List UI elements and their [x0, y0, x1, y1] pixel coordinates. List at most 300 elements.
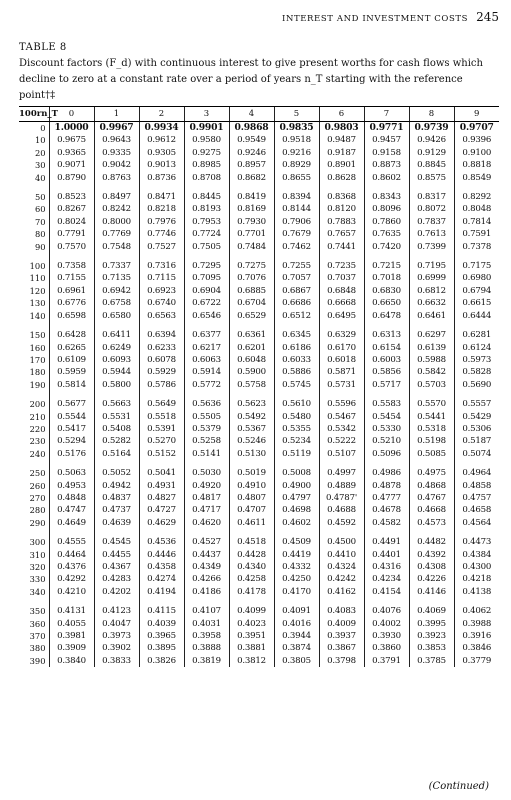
- table-cell: 0.4358: [139, 561, 184, 573]
- table-cell: 0.4376: [49, 561, 94, 573]
- running-head: [282, 10, 499, 24]
- table-cell: 0.7906: [274, 216, 319, 228]
- table-cell: 0.6018: [319, 354, 364, 366]
- table-cell: 0.5041: [139, 467, 184, 479]
- table-cell: 0.6124: [454, 342, 499, 354]
- table-cell: 0.4910: [229, 480, 274, 492]
- running-title: INTEREST AND INVESTMENT COSTS: [281, 14, 469, 24]
- table-cell: 0.4002: [364, 618, 409, 630]
- table-row: [19, 134, 499, 146]
- table-cell: 0.6109: [49, 354, 94, 366]
- table-cell: 0.4115: [139, 605, 184, 617]
- spacer-cell: [49, 391, 94, 398]
- table-row: [19, 536, 499, 548]
- table-row: [19, 272, 499, 284]
- table-cell: 0.5544: [49, 411, 94, 423]
- table-cell: 0.8120: [319, 203, 364, 215]
- spacer-cell: [184, 253, 229, 260]
- table-cell: 0.4083: [319, 605, 364, 617]
- table-cell: 0.5492: [229, 411, 274, 423]
- table-number: TABLE 8: [19, 42, 67, 53]
- table-cell: 0.8048: [454, 203, 499, 215]
- table-cell: 0.4837: [94, 492, 139, 504]
- column-header: 5: [274, 107, 319, 122]
- table-cell: 0.7316: [139, 260, 184, 272]
- spacer-cell: [19, 322, 49, 329]
- table-cell: 0.7175: [454, 260, 499, 272]
- table-cell: 0.6154: [364, 342, 409, 354]
- table-cell: 0.7527: [139, 241, 184, 253]
- table-cell: 0.3981: [49, 630, 94, 642]
- spacer-cell: [319, 322, 364, 329]
- table-cell: 0.6580: [94, 310, 139, 322]
- table-cell: 0.6961: [49, 285, 94, 297]
- table-cell: 0.7295: [184, 260, 229, 272]
- table-cell: 0.4154: [364, 586, 409, 598]
- table-cell: 0.4889: [319, 480, 364, 492]
- table-cell: 0.5842: [409, 366, 454, 378]
- table-cell: 0.6063: [184, 354, 229, 366]
- spacer-cell: [94, 253, 139, 260]
- spacer-cell: [19, 598, 49, 605]
- table-cell: 0.3909: [49, 642, 94, 654]
- table-cell: 0.8343: [364, 191, 409, 203]
- table-cell: 0.6233: [139, 342, 184, 354]
- table-row: [19, 561, 499, 573]
- group-spacer: [19, 322, 499, 329]
- table-cell: 0.4727: [139, 504, 184, 516]
- spacer-cell: [49, 322, 94, 329]
- row-label: 220: [29, 423, 46, 434]
- table-cell: 0.3805: [274, 655, 319, 667]
- row-label: 30: [34, 160, 46, 171]
- spacer-cell: [139, 598, 184, 605]
- table-cell: 0.8818: [454, 159, 499, 171]
- table-cell: 0.4123: [94, 605, 139, 617]
- table-cell: 0.4446: [139, 549, 184, 561]
- spacer-cell: [274, 529, 319, 536]
- table-cell: 0.6281: [454, 329, 499, 341]
- table-cell: 0.6297: [409, 329, 454, 341]
- table-cell: 0.5052: [94, 467, 139, 479]
- spacer-cell: [454, 529, 499, 536]
- table-cell: 0.5222: [319, 435, 364, 447]
- row-label: 360: [29, 618, 46, 629]
- table-cell: 0.4817: [184, 492, 229, 504]
- table-cell: 0.5772: [184, 379, 229, 391]
- table-cell: 0.6361: [229, 329, 274, 341]
- row-label: 100: [29, 261, 46, 272]
- spacer-cell: [454, 460, 499, 467]
- table-cell: 0.5663: [94, 398, 139, 410]
- row-label: 210: [29, 411, 46, 422]
- row-label: 150: [29, 330, 46, 341]
- table-cell: 0.4250: [274, 573, 319, 585]
- table-cell: 0.5731: [319, 379, 364, 391]
- table-cell: 0.8419: [229, 191, 274, 203]
- table-cell: 0.5417: [49, 423, 94, 435]
- table-cell: 0.6812: [409, 285, 454, 297]
- table-cell: 0.4639: [94, 517, 139, 529]
- spacer-cell: [49, 598, 94, 605]
- table-cell: 0.4964: [454, 467, 499, 479]
- row-label: 80: [34, 229, 46, 240]
- table-cell: 0.4707: [229, 504, 274, 516]
- table-cell: 0.8292: [454, 191, 499, 203]
- table-cell: 0.6139: [409, 342, 454, 354]
- row-label: 340: [29, 586, 46, 597]
- table-row: [19, 297, 499, 309]
- table-cell: 0.7235: [319, 260, 364, 272]
- table-cell: 0.7399: [409, 241, 454, 253]
- table-caption: [19, 40, 499, 104]
- table-cell: 0.5649: [139, 398, 184, 410]
- table-row: [19, 203, 499, 215]
- spacer-cell: [409, 460, 454, 467]
- spacer-cell: [19, 253, 49, 260]
- table-cell: 0.5074: [454, 448, 499, 460]
- table-cell: 0.8000: [94, 216, 139, 228]
- table-row: [19, 285, 499, 297]
- table-row: [19, 147, 499, 159]
- table-cell: 0.6923: [139, 285, 184, 297]
- table-cell: 0.4419: [274, 549, 319, 561]
- row-label: 40: [34, 172, 46, 183]
- spacer-cell: [139, 529, 184, 536]
- table-cell: 0.4807: [229, 492, 274, 504]
- row-label: 280: [29, 505, 46, 516]
- table-cell: 0.8024: [49, 216, 94, 228]
- table-cell: 0.5379: [184, 423, 229, 435]
- table-cell: 0.4620: [184, 517, 229, 529]
- table-cell: 0.4757: [454, 492, 499, 504]
- table-cell: 0.9675: [49, 134, 94, 146]
- table-cell: 0.4258: [229, 573, 274, 585]
- table-cell: 0.6668: [319, 297, 364, 309]
- table-row: [19, 549, 499, 561]
- table-cell: 0.4868: [409, 480, 454, 492]
- table-cell: 0.7657: [319, 228, 364, 240]
- table-cell: 0.5900: [229, 366, 274, 378]
- table-cell: 0.4039: [139, 618, 184, 630]
- row-label: 300: [29, 537, 46, 548]
- table-cell: 0.5929: [139, 366, 184, 378]
- spacer-cell: [274, 322, 319, 329]
- table-cell: 0.7420: [364, 241, 409, 253]
- table-row: [19, 467, 499, 479]
- table-cell: 0.5234: [274, 435, 319, 447]
- table-cell: 0.5030: [184, 467, 229, 479]
- table-cell: 0.5454: [364, 411, 409, 423]
- table-cell: 0.8445: [184, 191, 229, 203]
- column-header: 4: [229, 107, 274, 122]
- table-row: [19, 517, 499, 529]
- table-cell: 0.5636: [184, 398, 229, 410]
- table-cell: 0.4016: [274, 618, 319, 630]
- table-row: [19, 448, 499, 460]
- table-cell: 0.4931: [139, 480, 184, 492]
- table-row: [19, 618, 499, 630]
- spacer-cell: [94, 184, 139, 191]
- table-cell: 0.7441: [319, 241, 364, 253]
- table-cell: 0.7769: [94, 228, 139, 240]
- table-cell: 0.9246: [229, 147, 274, 159]
- table-cell: 0.4518: [229, 536, 274, 548]
- table-cell: 0.6329: [319, 329, 364, 341]
- spacer-cell: [184, 322, 229, 329]
- spacer-cell: [409, 253, 454, 260]
- table-cell: 0.5570: [409, 398, 454, 410]
- table-cell: 0.7613: [409, 228, 454, 240]
- table-cell: 0.6650: [364, 297, 409, 309]
- table-row: [19, 379, 499, 391]
- table-cell: 0.5270: [139, 435, 184, 447]
- column-header: 3: [184, 107, 229, 122]
- spacer-cell: [364, 184, 409, 191]
- table-row: [19, 423, 499, 435]
- table-cell: 0.7679: [274, 228, 319, 240]
- table-cell: 0.5717: [364, 379, 409, 391]
- table-cell: 0.9013: [139, 159, 184, 171]
- table-cell: 0.6830: [364, 285, 409, 297]
- table-cell: 0.4536: [139, 536, 184, 548]
- table-cell: 0.9934: [139, 122, 184, 135]
- table-cell: 0.4717: [184, 504, 229, 516]
- table-cell: 0.6217: [184, 342, 229, 354]
- continued-note: (Continued): [428, 781, 489, 792]
- column-header-row: [19, 107, 499, 122]
- table-cell: 0.4787': [319, 492, 364, 504]
- table-cell: 0.4920: [184, 480, 229, 492]
- table-cell: 0.4668: [409, 504, 454, 516]
- table-body: [19, 122, 499, 668]
- group-spacer: [19, 184, 499, 191]
- table-cell: 0.8471: [139, 191, 184, 203]
- table-cell: 0.5429: [454, 411, 499, 423]
- spacer-cell: [319, 184, 364, 191]
- row-label: 20: [34, 147, 46, 158]
- table-cell: 0.8317: [409, 191, 454, 203]
- column-header: 9: [454, 107, 499, 122]
- table-cell: 0.7746: [139, 228, 184, 240]
- table-cell: 0.3930: [364, 630, 409, 642]
- spacer-cell: [409, 598, 454, 605]
- table-cell: 0.5164: [94, 448, 139, 460]
- table-cell: 0.4308: [409, 561, 454, 573]
- table-cell: 0.9868: [229, 122, 274, 135]
- table-row: [19, 159, 499, 171]
- table-cell: 0.4592: [319, 517, 364, 529]
- table-cell: 0.7570: [49, 241, 94, 253]
- table-cell: 0.4107: [184, 605, 229, 617]
- spacer-cell: [274, 184, 319, 191]
- table-cell: 0.7115: [139, 272, 184, 284]
- table-cell: 0.3951: [229, 630, 274, 642]
- table-cell: 0.4491: [364, 536, 409, 548]
- row-header-label: 100rn_T: [19, 107, 49, 122]
- table-cell: 0.5856: [364, 366, 409, 378]
- table-cell: 0.7548: [94, 241, 139, 253]
- table-cell: 0.8096: [364, 203, 409, 215]
- table-row: [19, 398, 499, 410]
- spacer-cell: [319, 460, 364, 467]
- table-cell: 0.8985: [184, 159, 229, 171]
- spacer-cell: [364, 322, 409, 329]
- table-cell: 0.4055: [49, 618, 94, 630]
- table-cell: 0.5130: [229, 448, 274, 460]
- table-cell: 0.4658: [454, 504, 499, 516]
- table-cell: 0.4942: [94, 480, 139, 492]
- table-cell: 0.4827: [139, 492, 184, 504]
- table-cell: 0.5505: [184, 411, 229, 423]
- spacer-cell: [229, 460, 274, 467]
- table-cell: 0.6078: [139, 354, 184, 366]
- spacer-cell: [229, 253, 274, 260]
- table-cell: 0.5176: [49, 448, 94, 460]
- table-cell: 0.4797: [274, 492, 319, 504]
- column-header: 6: [319, 107, 364, 122]
- spacer-cell: [364, 598, 409, 605]
- table-cell: 0.6686: [274, 297, 319, 309]
- table-cell: 0.4131: [49, 605, 94, 617]
- row-label: 90: [34, 241, 46, 252]
- table-cell: 0.5063: [49, 467, 94, 479]
- spacer-cell: [49, 529, 94, 536]
- table-cell: 0.8790: [49, 172, 94, 184]
- table-cell: 0.5008: [274, 467, 319, 479]
- row-label: 0: [40, 123, 46, 133]
- table-row: [19, 241, 499, 253]
- table-cell: 0.8602: [364, 172, 409, 184]
- table-cell: 0.7791: [49, 228, 94, 240]
- table-cell: 0.6478: [364, 310, 409, 322]
- table-cell: 0.9158: [364, 147, 409, 159]
- table-cell: 0.4031: [184, 618, 229, 630]
- table-cell: 0.4210: [49, 586, 94, 598]
- table-cell: 0.5246: [229, 435, 274, 447]
- spacer-cell: [19, 391, 49, 398]
- table-cell: 0.3958: [184, 630, 229, 642]
- table-cell: 0.6411: [94, 329, 139, 341]
- table-cell: 0.4170: [274, 586, 319, 598]
- table-cell: 0.4953: [49, 480, 94, 492]
- table-cell: 0.6615: [454, 297, 499, 309]
- row-label: 270: [29, 492, 46, 503]
- column-header: 0: [49, 107, 94, 122]
- table-cell: 0.4300: [454, 561, 499, 573]
- table-cell: 0.4316: [364, 561, 409, 573]
- row-label: 260: [29, 480, 46, 491]
- table-cell: 0.5745: [274, 379, 319, 391]
- spacer-cell: [274, 253, 319, 260]
- table-cell: 0.3785: [409, 655, 454, 667]
- table-cell: 0.5258: [184, 435, 229, 447]
- table-cell: 0.5557: [454, 398, 499, 410]
- table-cell: 0.7275: [229, 260, 274, 272]
- table-cell: 0.7883: [319, 216, 364, 228]
- spacer-cell: [454, 322, 499, 329]
- column-header: 1: [94, 107, 139, 122]
- table-cell: 0.7635: [364, 228, 409, 240]
- spacer-cell: [229, 598, 274, 605]
- row-label: 200: [29, 399, 46, 410]
- table-row: [19, 411, 499, 423]
- table-row: [19, 122, 499, 135]
- table-cell: 0.4997: [319, 467, 364, 479]
- table-cell: 0.4349: [184, 561, 229, 573]
- table-cell: 0.9042: [94, 159, 139, 171]
- table-cell: 0.3988: [454, 618, 499, 630]
- table-cell: 0.6170: [319, 342, 364, 354]
- table-row: [19, 191, 499, 203]
- table-cell: 0.6546: [184, 310, 229, 322]
- row-label: 390: [29, 655, 46, 666]
- column-header: 7: [364, 107, 409, 122]
- table-row: [19, 630, 499, 642]
- table-cell: 0.8267: [49, 203, 94, 215]
- table-cell: 0.8072: [409, 203, 454, 215]
- spacer-cell: [229, 391, 274, 398]
- table-cell: 0.7076: [229, 272, 274, 284]
- table-cell: 0.3881: [229, 642, 274, 654]
- table-row: [19, 228, 499, 240]
- table-cell: 0.5959: [49, 366, 94, 378]
- table-cell: 0.5467: [319, 411, 364, 423]
- table-cell: 0.4292: [49, 573, 94, 585]
- spacer-cell: [139, 391, 184, 398]
- spacer-cell: [49, 184, 94, 191]
- table-cell: 0.4564: [454, 517, 499, 529]
- spacer-cell: [184, 529, 229, 536]
- spacer-cell: [184, 391, 229, 398]
- table-cell: 0.5294: [49, 435, 94, 447]
- spacer-cell: [139, 253, 184, 260]
- table-cell: 0.3846: [454, 642, 499, 654]
- table-cell: 0.4162: [319, 586, 364, 598]
- table-cell: 0.4178: [229, 586, 274, 598]
- table-cell: 0.6848: [319, 285, 364, 297]
- table-cell: 0.9643: [94, 134, 139, 146]
- table-cell: 0.4367: [94, 561, 139, 573]
- table-cell: 0.6722: [184, 297, 229, 309]
- spacer-cell: [409, 322, 454, 329]
- spacer-cell: [49, 460, 94, 467]
- spacer-cell: [94, 529, 139, 536]
- table-cell: 0.5518: [139, 411, 184, 423]
- discount-factor-table: [19, 106, 499, 667]
- table-cell: 0.4747: [49, 504, 94, 516]
- table-cell: 0.4283: [94, 573, 139, 585]
- table-row: [19, 586, 499, 598]
- spacer-cell: [319, 253, 364, 260]
- table-cell: 0.8929: [274, 159, 319, 171]
- row-label: 380: [29, 643, 46, 654]
- table-cell: 0.4777: [364, 492, 409, 504]
- spacer-cell: [454, 253, 499, 260]
- table-row: [19, 366, 499, 378]
- row-label: 370: [29, 631, 46, 642]
- table-cell: 0.3826: [139, 655, 184, 667]
- spacer-cell: [409, 184, 454, 191]
- table-cell: 0.9187: [319, 147, 364, 159]
- table-cell: 0.7358: [49, 260, 94, 272]
- spacer-cell: [139, 460, 184, 467]
- table-cell: 0.6980: [454, 272, 499, 284]
- table-cell: 0.7155: [49, 272, 94, 284]
- table-cell: 0.5828: [454, 366, 499, 378]
- table-cell: 0.8523: [49, 191, 94, 203]
- table-cell: 0.4384: [454, 549, 499, 561]
